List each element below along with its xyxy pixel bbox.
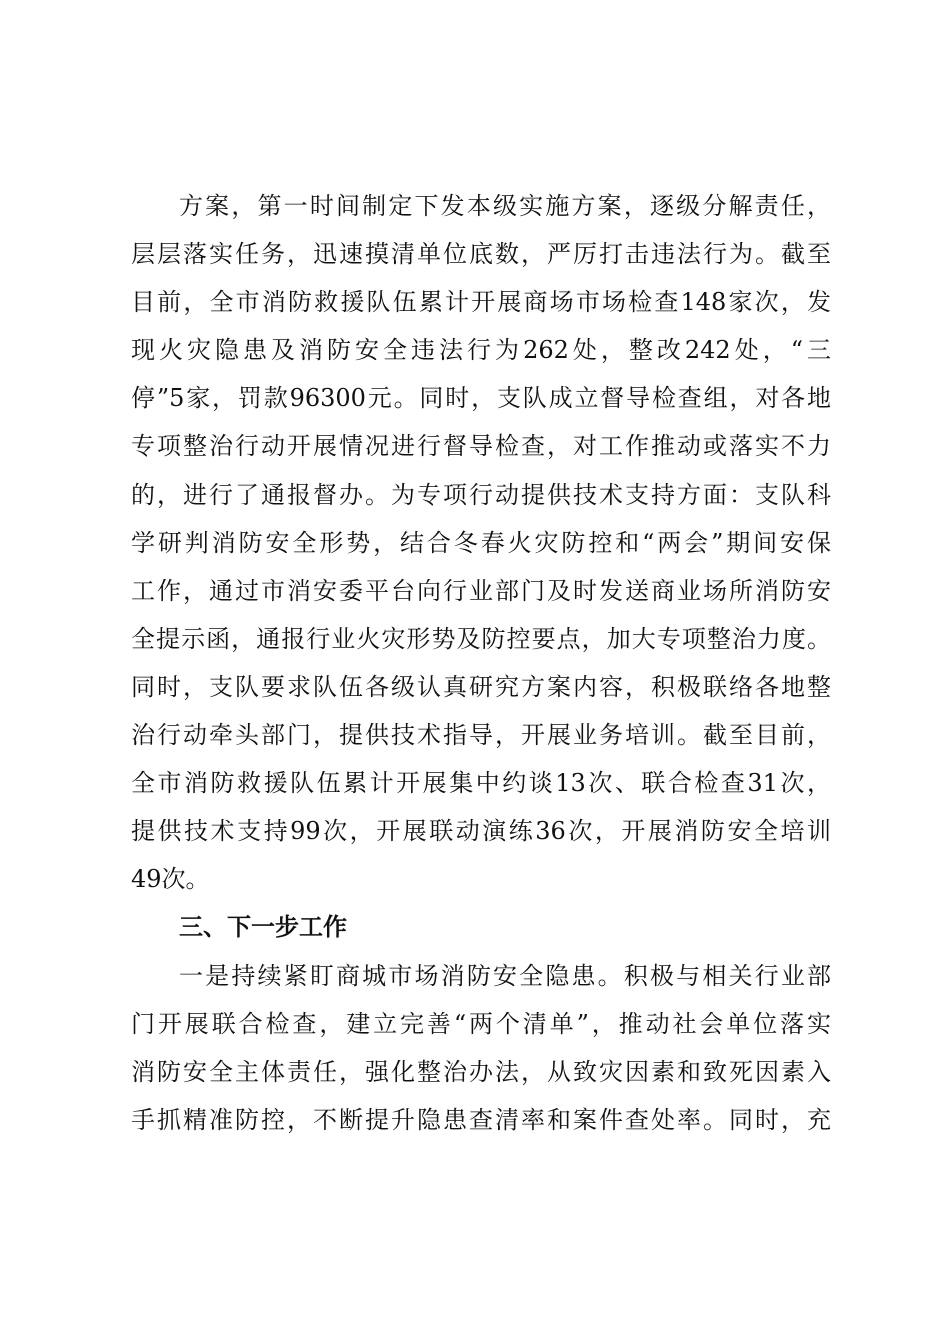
paragraph-line: 目前，全市消防救援队伍累计开展商场市场检查148家次，发 bbox=[131, 288, 831, 317]
paragraph-line: 门开展联合检查，建立完善“两个清单”，推动社会单位落实 bbox=[131, 1009, 831, 1038]
paragraph-line: 工作，通过市消安委平台向行业部门及时发送商业场所消防安 bbox=[131, 576, 831, 605]
paragraph-line: 专项整治行动开展情况进行督导检查，对工作推动或落实不力 bbox=[131, 432, 831, 461]
paragraph-line: 层层落实任务，迅速摸清单位底数，严厉打击违法行为。截至 bbox=[131, 240, 831, 269]
paragraph-line: 全市消防救援队伍累计开展集中约谈13次、联合检查31次， bbox=[131, 769, 831, 798]
paragraph-line: 消防安全主体责任，强化整治办法，从致灾因素和致死因素入 bbox=[131, 1057, 831, 1086]
paragraph-line: 提供技术支持99次，开展联动演练36次，开展消防安全培训 bbox=[131, 817, 831, 846]
paragraph-line: 全提示函，通报行业火灾形势及防控要点，加大专项整治力度。 bbox=[131, 624, 831, 653]
paragraph-line: 学研判消防安全形势，结合冬春火灾防控和“两会”期间安保 bbox=[131, 528, 831, 557]
paragraph-line: 一是持续紧盯商城市场消防安全隐患。积极与相关行业部 bbox=[179, 961, 831, 990]
section-heading: 三、下一步工作 bbox=[179, 913, 347, 942]
document-body bbox=[131, 186, 831, 1148]
paragraph-line: 49次。 bbox=[131, 865, 210, 894]
paragraph-line: 停”5家，罚款96300元。同时，支队成立督导检查组，对各地 bbox=[131, 384, 831, 413]
paragraph-line: 方案，第一时间制定下发本级实施方案，逐级分解责任， bbox=[179, 192, 831, 220]
paragraph-line: 现火灾隐患及消防安全违法行为262处，整改242处，“三 bbox=[131, 336, 831, 365]
paragraph-line: 治行动牵头部门，提供技术指导，开展业务培训。截至目前， bbox=[131, 721, 831, 750]
paragraph-line: 手抓精准防控，不断提升隐患查清率和案件查处率。同时，充 bbox=[131, 1105, 831, 1134]
paragraph-line: 同时，支队要求队伍各级认真研究方案内容，积极联络各地整 bbox=[131, 672, 831, 701]
paragraph-line: 的，进行了通报督办。为专项行动提供技术支持方面：支队科 bbox=[131, 480, 831, 509]
